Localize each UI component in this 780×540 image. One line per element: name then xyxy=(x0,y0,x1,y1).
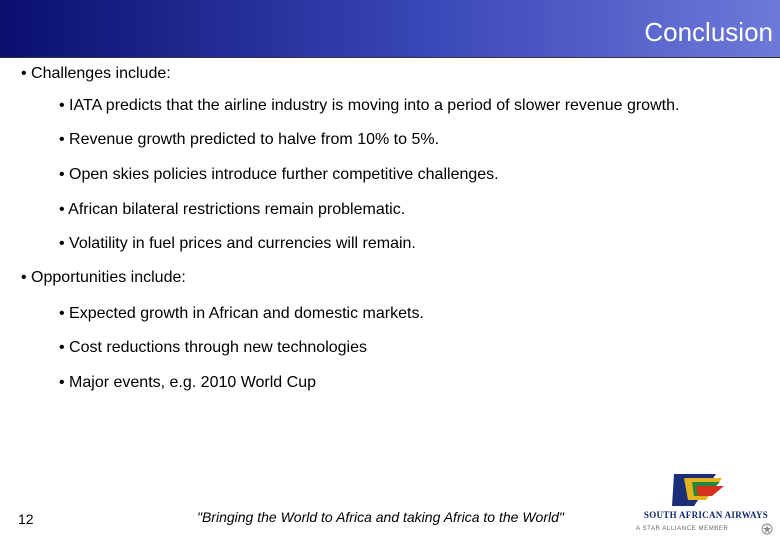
star-alliance-text: A STAR ALLIANCE MEMBER xyxy=(636,526,729,532)
opportunities-heading: • Opportunities include: xyxy=(21,269,186,286)
opportunity-item-3: • Major events, e.g. 2010 World Cup xyxy=(59,374,316,391)
slide-number: 12 xyxy=(18,511,34,527)
opportunity-item-1: • Expected growth in African and domestic markets. xyxy=(59,305,424,322)
opportunity-item-2: • Cost reductions through new technologies xyxy=(59,339,368,356)
challenge-item-1: • IATA predicts that the airline industry is moving into a period of slower revenue growth. xyxy=(59,97,680,114)
airline-logo xyxy=(632,472,778,538)
page-title: Conclusion xyxy=(644,17,773,47)
challenge-item-3: • Open skies policies introduce further competitive challenges. xyxy=(59,166,499,183)
logo-wordmark: SOUTH AFRICAN AIRWAYS xyxy=(643,510,769,520)
star-alliance-icon xyxy=(760,523,774,535)
challenges-heading: • Challenges include: xyxy=(21,65,171,82)
title-bar xyxy=(0,0,780,58)
challenge-item-4: • African bilateral restrictions remain problematic. xyxy=(59,201,406,218)
challenge-item-2: • Revenue growth predicted to halve from 10% to 5%. xyxy=(59,131,440,148)
flag-tail-icon xyxy=(632,472,778,512)
footer-tagline: "Bringing the World to Africa and taking Africa to the World" xyxy=(197,509,564,525)
challenge-item-5: • Volatility in fuel prices and currencies will remain. xyxy=(59,235,416,252)
